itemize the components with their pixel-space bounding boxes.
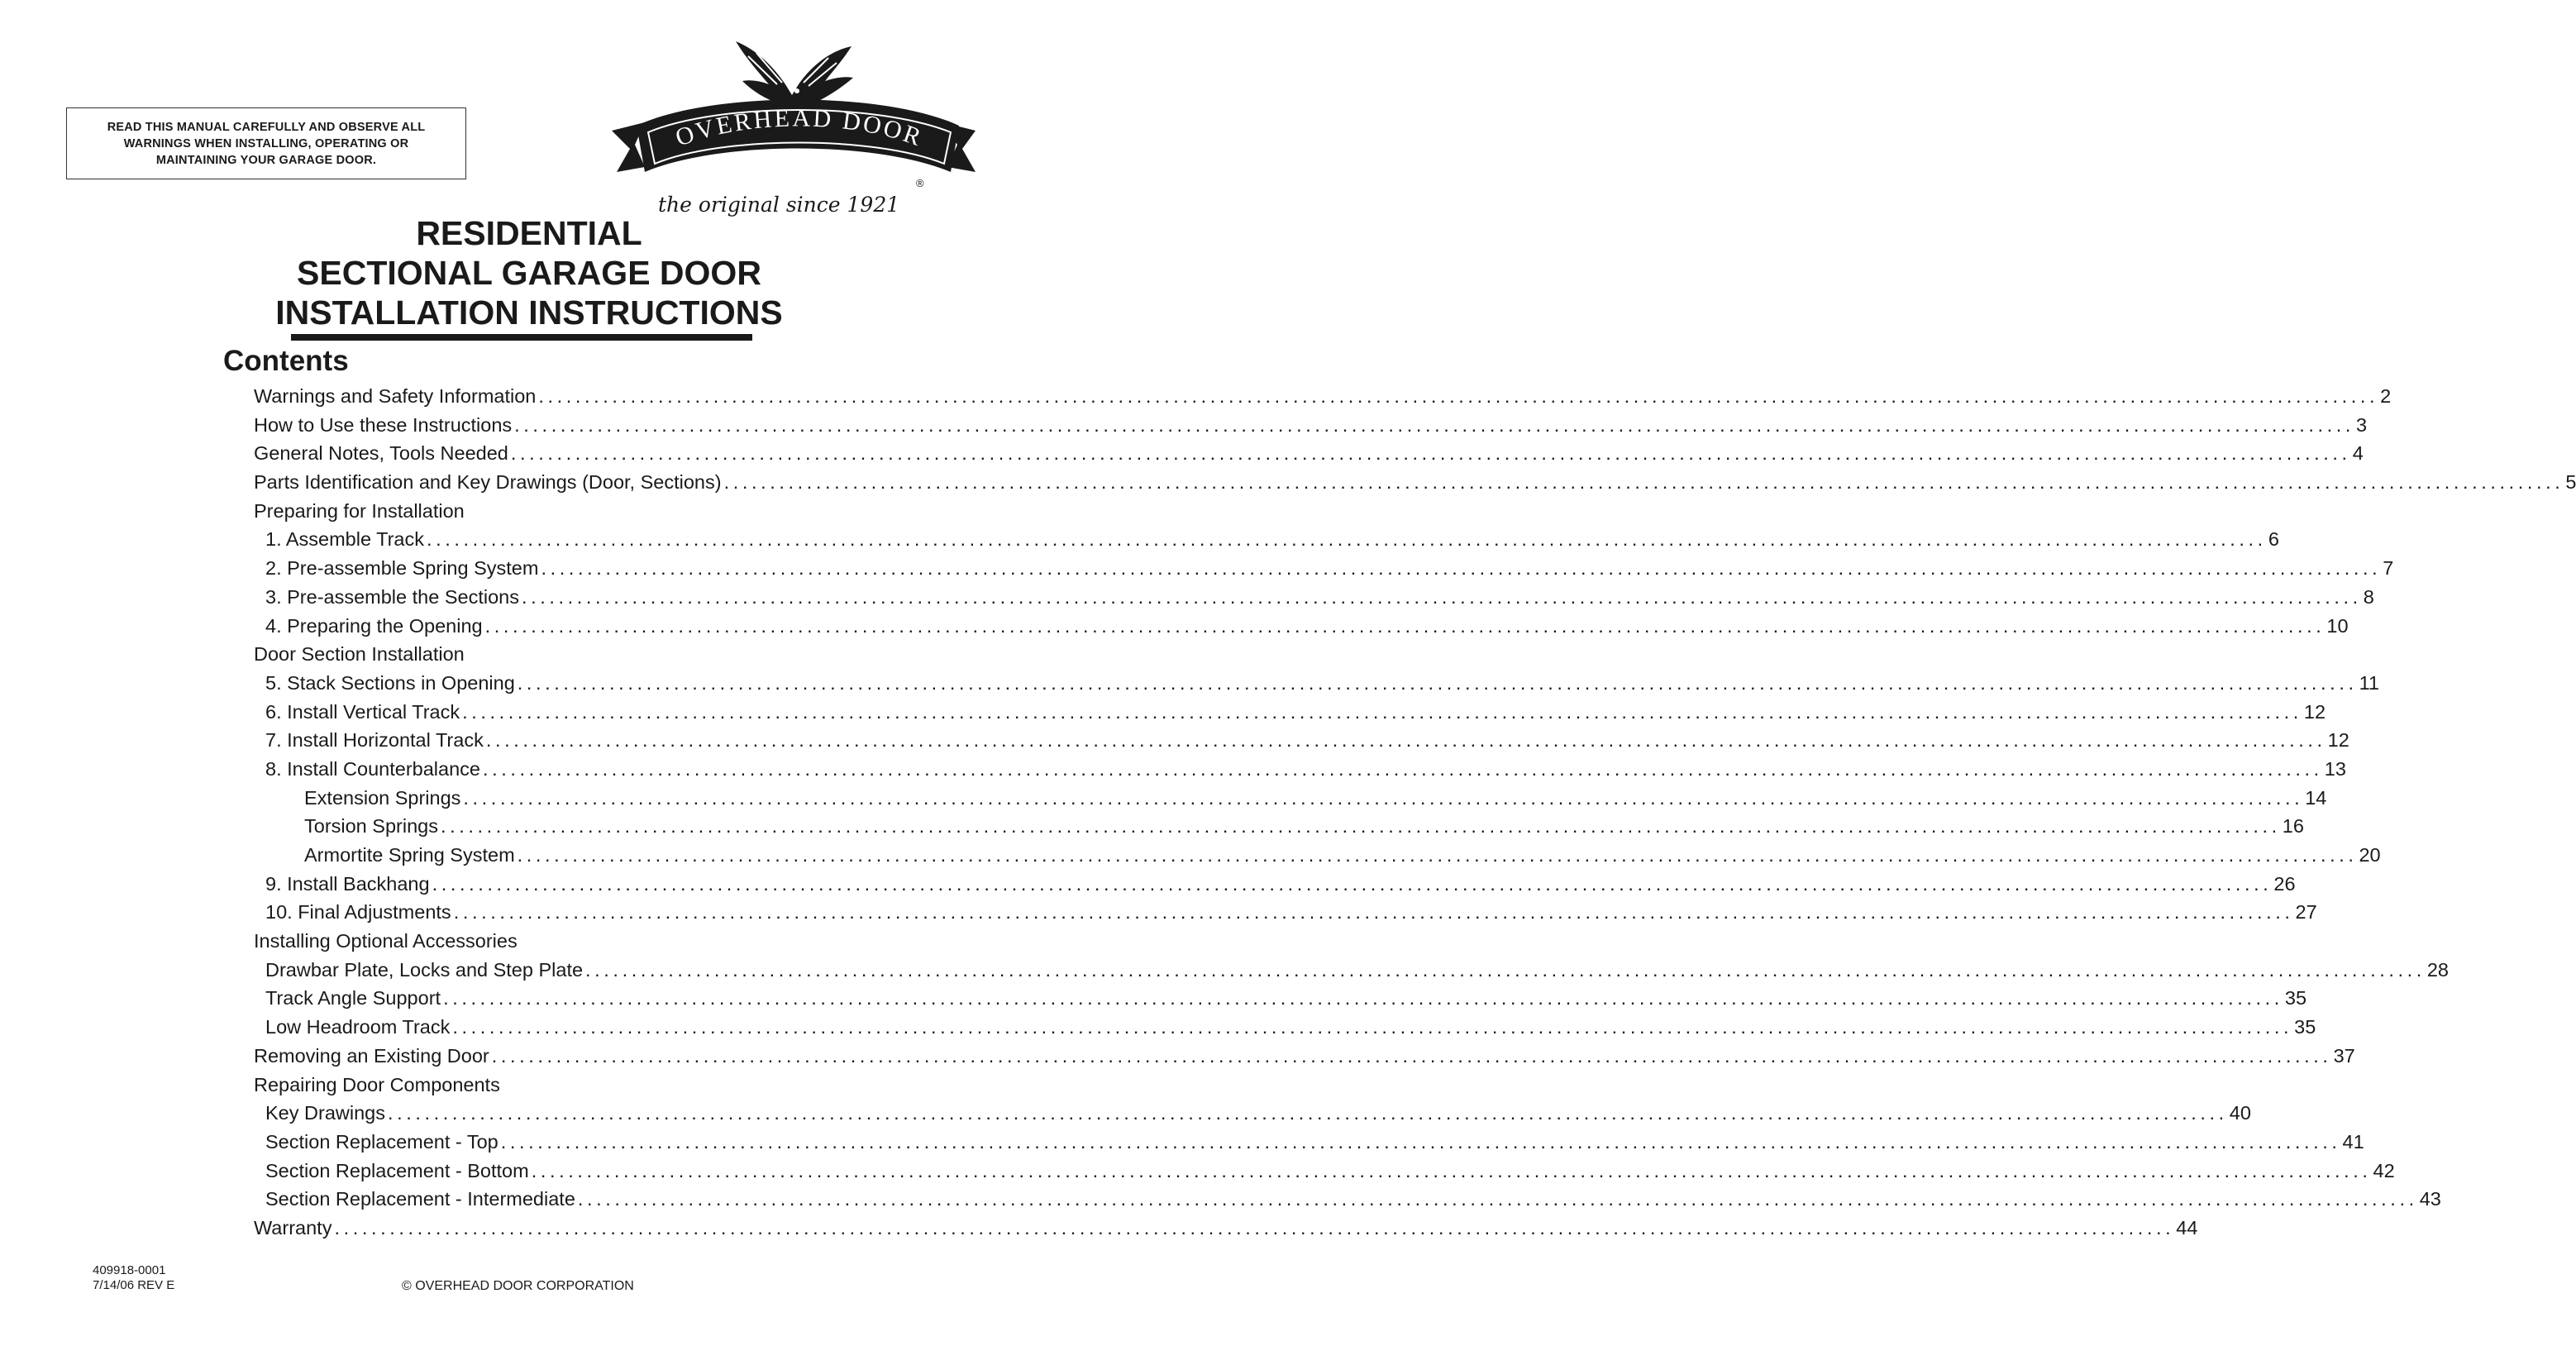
toc-entry-label: Track Angle Support [265, 987, 441, 1009]
toc-entry[interactable] [254, 755, 2346, 784]
toc-entry[interactable] [254, 984, 2307, 1013]
toc-leader-dots: ........................................................................................................................................................................................................ [484, 614, 2326, 637]
toc-entry[interactable] [254, 1214, 2198, 1243]
page-title [215, 213, 843, 332]
toc-entry-page: 37 [2333, 1044, 2355, 1067]
toc-entry-label: Key Drawings [265, 1102, 385, 1124]
toc-entry-label: Section Replacement - Bottom [265, 1159, 529, 1181]
table-of-contents [254, 382, 2576, 1243]
toc-entry-label: 10. Final Adjustments [265, 901, 451, 924]
toc-entry[interactable] [254, 1042, 2355, 1071]
toc-entry-label: 3. Pre-assemble the Sections [265, 585, 519, 608]
toc-leader-dots: ........................................................................................................................................................................................................ [334, 1216, 2175, 1239]
toc-entry-page: 35 [2294, 1016, 2316, 1038]
toc-entry-label: Section Replacement - Intermediate [265, 1188, 575, 1210]
toc-entry-page: 40 [2229, 1102, 2251, 1124]
toc-entry-label: 8. Install Counterbalance [265, 757, 480, 780]
toc-leader-dots: ........................................................................................................................................................................................................ [577, 1188, 2418, 1210]
toc-leader-dots: ........................................................................................................................................................................................................ [500, 1130, 2341, 1153]
toc-entry-page: 28 [2426, 958, 2449, 981]
toc-entry[interactable] [254, 583, 2374, 612]
toc-entry[interactable] [254, 640, 808, 669]
toc-entry[interactable] [254, 669, 2379, 698]
toc-entry-page: 14 [2305, 786, 2327, 809]
toc-leader-dots: ........................................................................................................................................................................................................ [462, 700, 2302, 723]
title-line-1: RESIDENTIAL [416, 214, 642, 252]
registered-mark: ® [916, 177, 924, 189]
toc-entry-page: 26 [2273, 872, 2296, 895]
toc-entry-label: Installing Optional Accessories [254, 930, 518, 952]
toc-entry-page: 42 [2373, 1159, 2395, 1181]
toc-leader-dots: ........................................................................................................................................................................................................ [452, 1016, 2293, 1038]
toc-entry-page: 44 [2176, 1216, 2198, 1239]
toc-leader-dots: ........................................................................................................................................................................................................ [517, 844, 2358, 866]
toc-leader-dots: ........................................................................................................................................................................................................ [485, 729, 2326, 752]
toc-entry-label: 2. Pre-assemble Spring System [265, 557, 539, 580]
toc-entry-label: 1. Assemble Track [265, 528, 424, 551]
toc-entry-page: 6 [2268, 528, 2279, 551]
toc-entry-page: 12 [2327, 729, 2349, 752]
toc-entry-page: 41 [2342, 1130, 2364, 1153]
toc-leader-dots: ........................................................................................................................................................................................................ [538, 385, 2379, 407]
title-line-2: SECTIONAL GARAGE DOOR [297, 254, 761, 292]
toc-entry-label: Drawbar Plate, Locks and Step Plate [265, 958, 584, 981]
toc-entry-page: 2 [2380, 385, 2392, 407]
toc-entry-page: 43 [2419, 1188, 2441, 1210]
toc-leader-dots: ........................................................................................................................................................................................................ [521, 585, 2362, 608]
toc-entry[interactable] [254, 1157, 2395, 1186]
toc-leader-dots: ........................................................................................................................................................................................................ [517, 671, 2358, 694]
toc-leader-dots: ........................................................................................................................................................................................................ [432, 872, 2273, 895]
toc-entry-label: Preparing for Installation [254, 499, 465, 522]
toc-entry-label: General Notes, Tools Needed [254, 442, 508, 465]
toc-leader-dots: ........................................................................................................................................................................................................ [427, 528, 2267, 551]
toc-entry[interactable] [254, 554, 2394, 583]
toc-entry-label: Door Section Installation [254, 643, 465, 666]
toc-leader-dots: ........................................................................................................................................................................................................ [387, 1102, 2228, 1124]
toc-entry[interactable] [254, 870, 2296, 899]
toc-entry-label: 4. Preparing the Opening [265, 614, 483, 637]
logo-tagline: the original since 1921 [658, 193, 900, 217]
toc-entry-label: Warnings and Safety Information [254, 385, 537, 407]
warning-line-1: READ THIS MANUAL CAREFULLY AND OBSERVE ALL [107, 120, 426, 134]
toc-entry-page: 16 [2282, 815, 2304, 838]
warning-box [66, 107, 466, 179]
toc-entry[interactable] [254, 726, 2349, 755]
toc-entry-page: 12 [2303, 700, 2326, 723]
toc-entry-page: 35 [2284, 987, 2307, 1009]
toc-entry-label: 5. Stack Sections in Opening [265, 671, 515, 694]
toc-entry[interactable] [254, 812, 2304, 841]
toc-leader-dots: ........................................................................................................................................................................................................ [531, 1159, 2372, 1181]
toc-entry-page: 20 [2359, 844, 2381, 866]
toc-leader-dots: ........................................................................................................................................................................................................ [514, 413, 2354, 436]
toc-entry-label: Torsion Springs [304, 815, 438, 838]
toc-entry-label: Removing an Existing Door [254, 1044, 489, 1067]
toc-leader-dots: ........................................................................................................................................................................................................ [463, 786, 2304, 809]
toc-leader-dots: ........................................................................................................................................................................................................ [723, 471, 2564, 494]
toc-entry[interactable] [254, 1128, 2364, 1157]
copyright: © OVERHEAD DOOR CORPORATION [402, 1279, 634, 1293]
toc-entry-page: 5 [2565, 471, 2576, 494]
toc-entry[interactable] [254, 1099, 2251, 1128]
revision-date: 7/14/06 REV E [93, 1278, 175, 1292]
toc-leader-dots: ........................................................................................................................................................................................................ [443, 987, 2283, 1009]
toc-entry[interactable] [254, 841, 2381, 870]
toc-entry-page: 27 [2295, 901, 2317, 924]
toc-entry[interactable] [254, 1013, 2316, 1042]
title-line-3: INSTALLATION INSTRUCTIONS [275, 294, 783, 332]
toc-entry-page: 10 [2326, 614, 2349, 637]
toc-leader-dots: ........................................................................................................................................................................................................ [510, 442, 2351, 465]
toc-entry[interactable] [254, 927, 808, 956]
toc-entry[interactable] [254, 784, 2327, 813]
toc-entry[interactable] [254, 468, 2576, 497]
toc-entry-page: 8 [2363, 585, 2374, 608]
toc-leader-dots: ........................................................................................................................................................................................................ [453, 901, 2294, 924]
toc-entry-label: Section Replacement - Top [265, 1130, 499, 1153]
toc-entry[interactable] [254, 497, 808, 526]
warning-line-3: MAINTAINING YOUR GARAGE DOOR. [155, 153, 377, 167]
logo-banner [612, 100, 976, 173]
overhead-door-logo [612, 33, 992, 231]
toc-entry-label: 7. Install Horizontal Track [265, 729, 484, 752]
toc-entry[interactable] [254, 1185, 2441, 1214]
title-divider [291, 334, 752, 341]
toc-leader-dots: ........................................................................................................................................................................................................ [482, 757, 2323, 780]
toc-entry-page: 4 [2352, 442, 2364, 465]
toc-entry[interactable] [254, 612, 2349, 641]
toc-entry[interactable] [254, 1071, 808, 1100]
toc-entry[interactable] [254, 525, 2279, 554]
toc-leader-dots: ........................................................................................................................................................................................................ [440, 815, 2281, 838]
toc-entry-page: 11 [2359, 671, 2379, 694]
toc-leader-dots: ........................................................................................................................................................................................................ [491, 1044, 2332, 1067]
toc-entry-label: 6. Install Vertical Track [265, 700, 460, 723]
toc-entry[interactable] [254, 898, 2317, 927]
part-number: 409918-0001 [93, 1263, 166, 1277]
toc-entry-label: Armortite Spring System [304, 844, 515, 866]
warning-line-2: WARNINGS WHEN INSTALLING, OPERATING OR [123, 136, 409, 150]
toc-entry-label: Extension Springs [304, 786, 461, 809]
toc-leader-dots: ........................................................................................................................................................................................................ [541, 557, 2382, 580]
toc-entry-label: Low Headroom Track [265, 1016, 451, 1038]
toc-leader-dots: ........................................................................................................................................................................................................ [585, 958, 2426, 981]
logo-brand-text: OVERHEAD DOOR [671, 104, 928, 152]
toc-entry-label: 9. Install Backhang [265, 872, 430, 895]
document-info [93, 1263, 174, 1293]
toc-entry[interactable] [254, 956, 2449, 985]
contents-heading: Contents [223, 345, 349, 377]
toc-entry[interactable] [254, 439, 2364, 468]
toc-entry-label: How to Use these Instructions [254, 413, 513, 436]
toc-entry-label: Parts Identification and Key Drawings (Door, Sections) [254, 471, 722, 494]
toc-entry-label: Repairing Door Components [254, 1073, 500, 1095]
toc-entry-page: 7 [2383, 557, 2394, 580]
toc-entry[interactable] [254, 382, 2392, 411]
toc-entry-page: 13 [2324, 757, 2346, 780]
toc-entry[interactable] [254, 411, 2368, 440]
toc-entry[interactable] [254, 698, 2326, 727]
toc-entry-label: Warranty [254, 1216, 332, 1239]
toc-entry-page: 3 [2355, 413, 2368, 436]
